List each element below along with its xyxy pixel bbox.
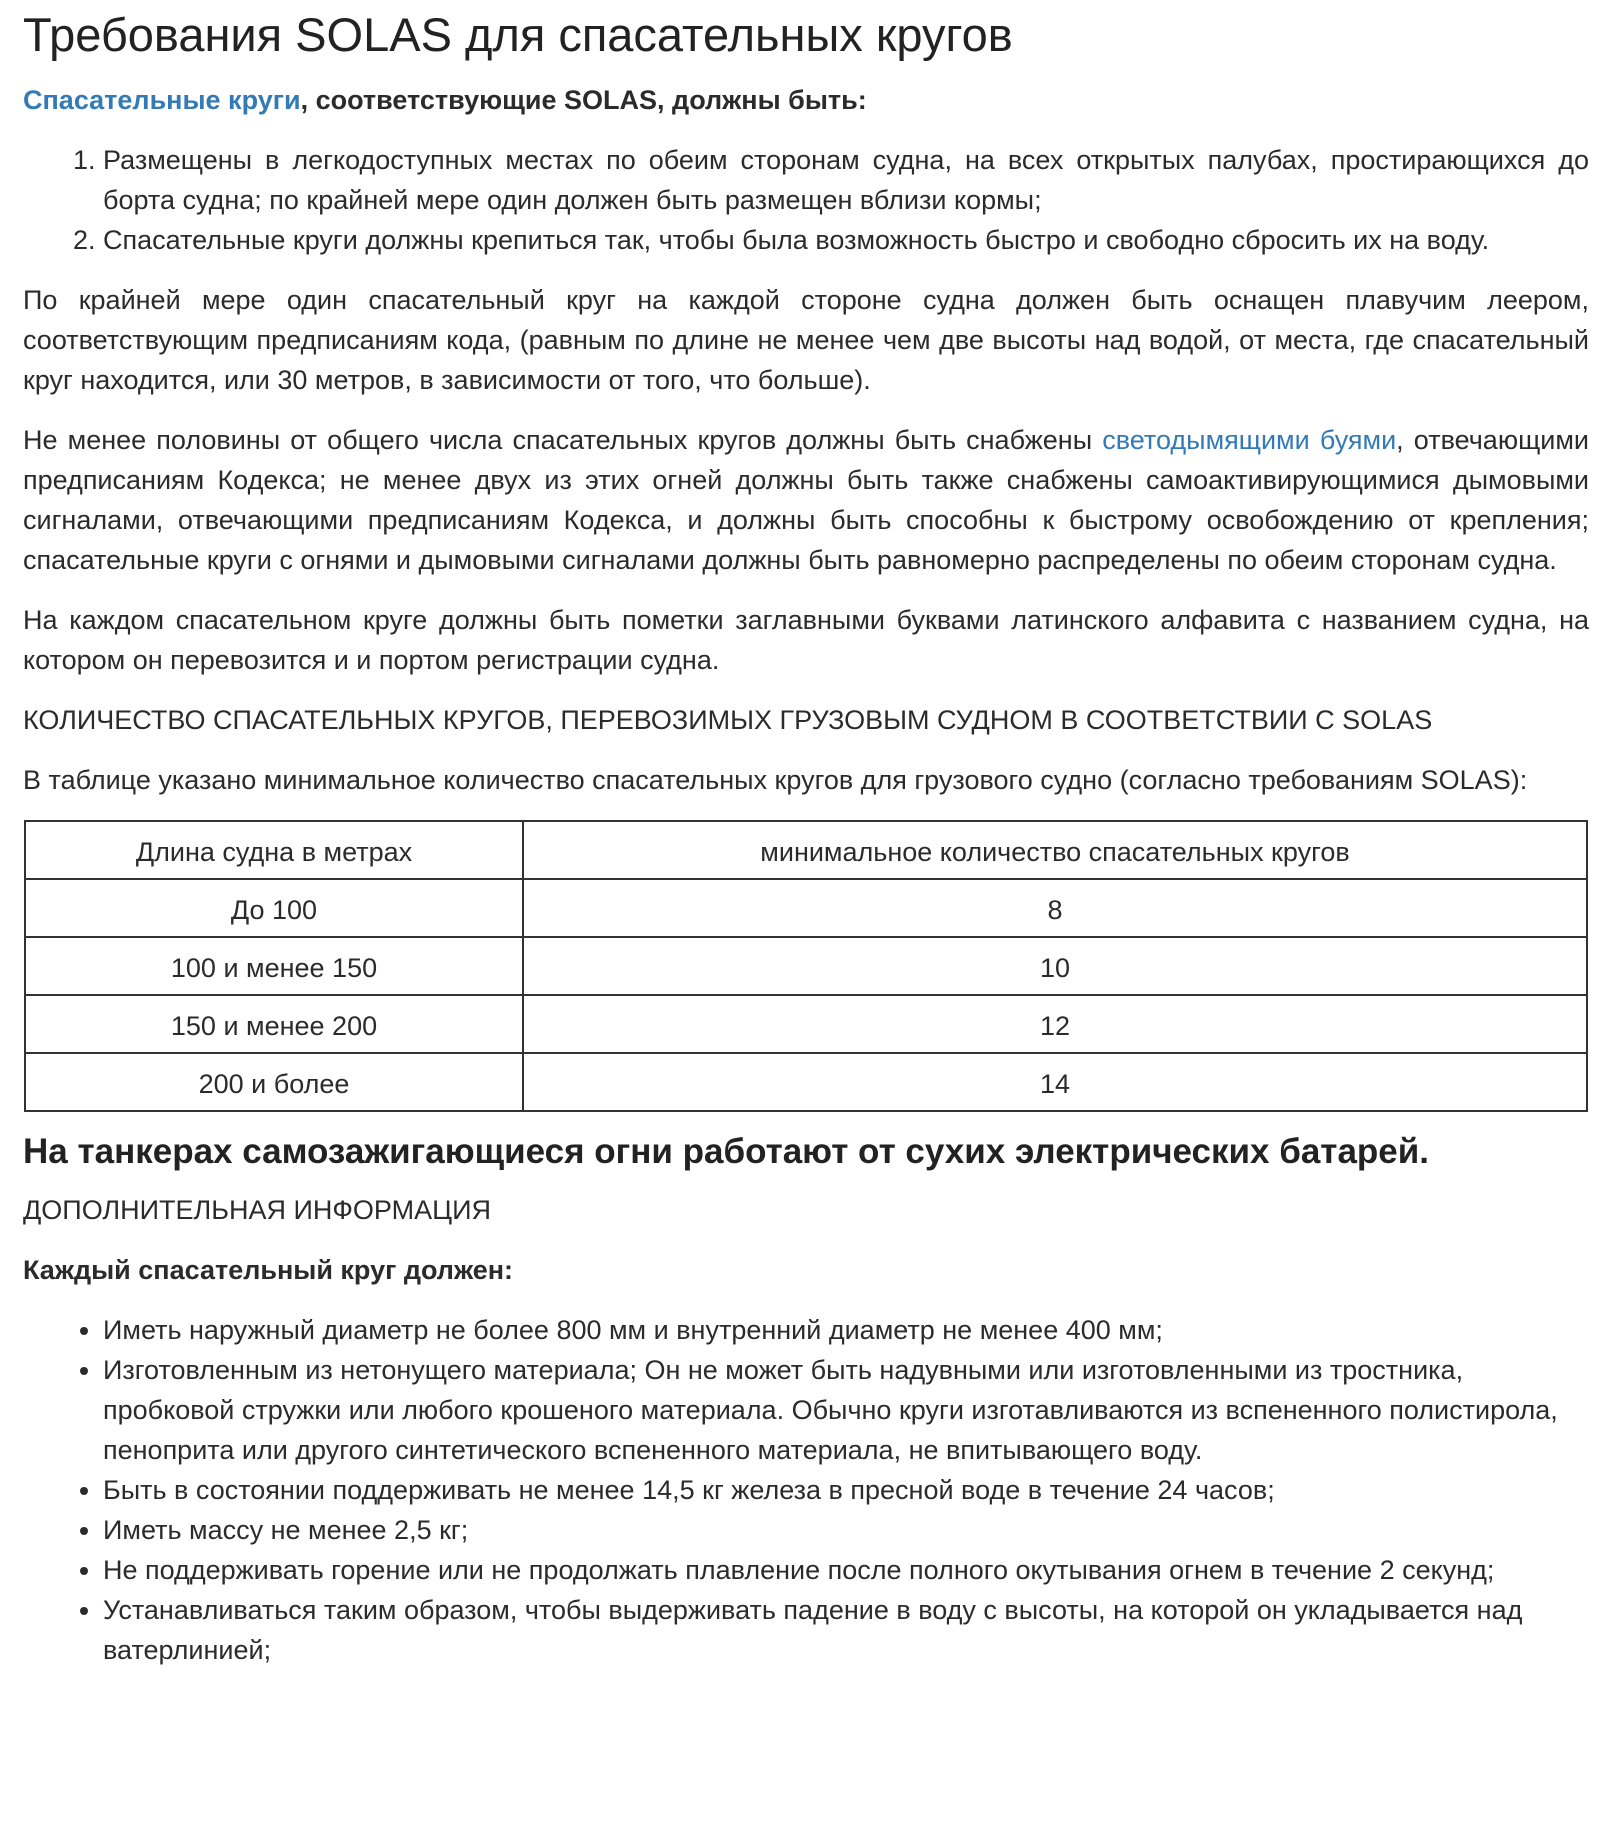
table-header-length: Длина судна в метрах <box>25 821 523 879</box>
list-item: 2. Спасательные круги должны крепиться так, чтобы была возможность быстро и свободно сбросить их на воду. <box>103 220 1589 260</box>
lights-text-before: Не менее половины от общего числа спасательных кругов должны быть снабжены <box>23 425 1103 455</box>
page-title: Требования SOLAS для спасательных кругов <box>23 8 1013 61</box>
list-item: • Не поддерживать горение или не продолжать плавление после полного окутывания огнем в течение 2 секунд; <box>103 1550 1589 1590</box>
list-item: • Иметь массу не менее 2,5 кг; <box>103 1510 1589 1550</box>
table-cell-length: 150 и менее 200 <box>25 995 523 1053</box>
list-item: • Изготовленным из нетонущего материала; Он не может быть надувными или изготовленными из тростника, пробковой стружки или любого крошеного материала. Обычно круги изготавливаются из вспененного полистирола, пеноприта или другого синтетического вспененного материала, не впитывающего воду. <box>103 1350 1589 1470</box>
table-row <box>25 937 1587 995</box>
each-lifebuoy-heading: Каждый спасательный круг должен: <box>23 1255 514 1285</box>
tanker-heading: На танкерах самозажигающиеся огни работают от сухих электрических батарей. <box>23 1132 1429 1171</box>
table-header-row <box>25 821 1587 879</box>
lifebuoy-link[interactable]: Спасательные круги <box>23 85 301 115</box>
table-cell-length: 100 и менее 150 <box>25 937 523 995</box>
table-row <box>25 995 1587 1053</box>
list-item: • Устанавливаться таким образом, чтобы выдерживать падение в воду с высоты, на которой он укладывается над ватерлинией; <box>103 1590 1589 1670</box>
list-item: 1. Размещены в легкодоступных местах по обеим сторонам судна, на всех открытых палубах, простирающихся до борта судна; по крайней мере один должен быть размещен вблизи кормы; <box>103 140 1589 220</box>
table-cell-count: 12 <box>523 995 1587 1053</box>
table-cell-length: 200 и более <box>25 1053 523 1111</box>
extra-info-heading: ДОПОЛНИТЕЛЬНАЯ ИНФОРМАЦИЯ <box>23 1195 491 1225</box>
intro-rest: , соответствующие SOLAS, должны быть: <box>300 85 867 115</box>
lifeline-paragraph: По крайней мере один спасательный круг на каждой стороне судна должен быть оснащен плавучим леером, соответствующим предписаниям кода, (равным по длине не менее чем две высоты над водой, от места, где спасательный круг находится, или 30 метров, в зависимости от того, что больше). <box>23 285 1589 395</box>
section-heading-quantity: КОЛИЧЕСТВО СПАСАТЕЛЬНЫХ КРУГОВ, ПЕРЕВОЗИМЫХ ГРУЗОВЫМ СУДНОМ В СООТВЕТСТВИИ С SOLAS <box>23 705 1433 735</box>
properties-list <box>23 1310 1589 1670</box>
intro-line <box>23 80 1589 120</box>
table-row <box>25 879 1587 937</box>
article <box>0 7 1589 1670</box>
table-header-count: минимальное количество спасательных кругов <box>523 821 1587 879</box>
list-item: • Иметь наружный диаметр не более 800 мм и внутренний диаметр не менее 400 мм; <box>103 1310 1589 1350</box>
lights-text-after: , отвечающими предписаниям Кодекса; не менее двух из этих огней должны быть также снабжены самоактивирующимися дымовыми сигналами, отвечающими предписаниям Кодекса, и должны быть способны к быстрому освобождению от крепления; спасательные круги с огнями и дымовыми сигналами должны быть равномерно распределены по обеим сторонам судна. <box>23 425 1590 575</box>
lights-paragraph <box>23 420 1589 580</box>
requirements-list <box>23 140 1589 260</box>
list-item: • Быть в состоянии поддерживать не менее 14,5 кг железа в пресной воде в течение 24 часов; <box>103 1470 1589 1510</box>
table-cell-length: До 100 <box>25 879 523 937</box>
table-intro: В таблице указано минимальное количество спасательных кругов для грузового судно (согласно требованиям SOLAS): <box>23 765 1528 795</box>
table-row <box>25 1053 1587 1111</box>
marking-paragraph: На каждом спасательном круге должны быть пометки заглавными буквами латинского алфавита с названием судна, на котором он перевозится и и портом регистрации судна. <box>23 605 1589 675</box>
table-cell-count: 10 <box>523 937 1587 995</box>
smoke-buoy-link[interactable]: светодымящими буями <box>1102 425 1397 455</box>
table-cell-count: 8 <box>523 879 1587 937</box>
table-cell-count: 14 <box>523 1053 1587 1111</box>
lifebuoy-count-table <box>24 820 1588 1112</box>
